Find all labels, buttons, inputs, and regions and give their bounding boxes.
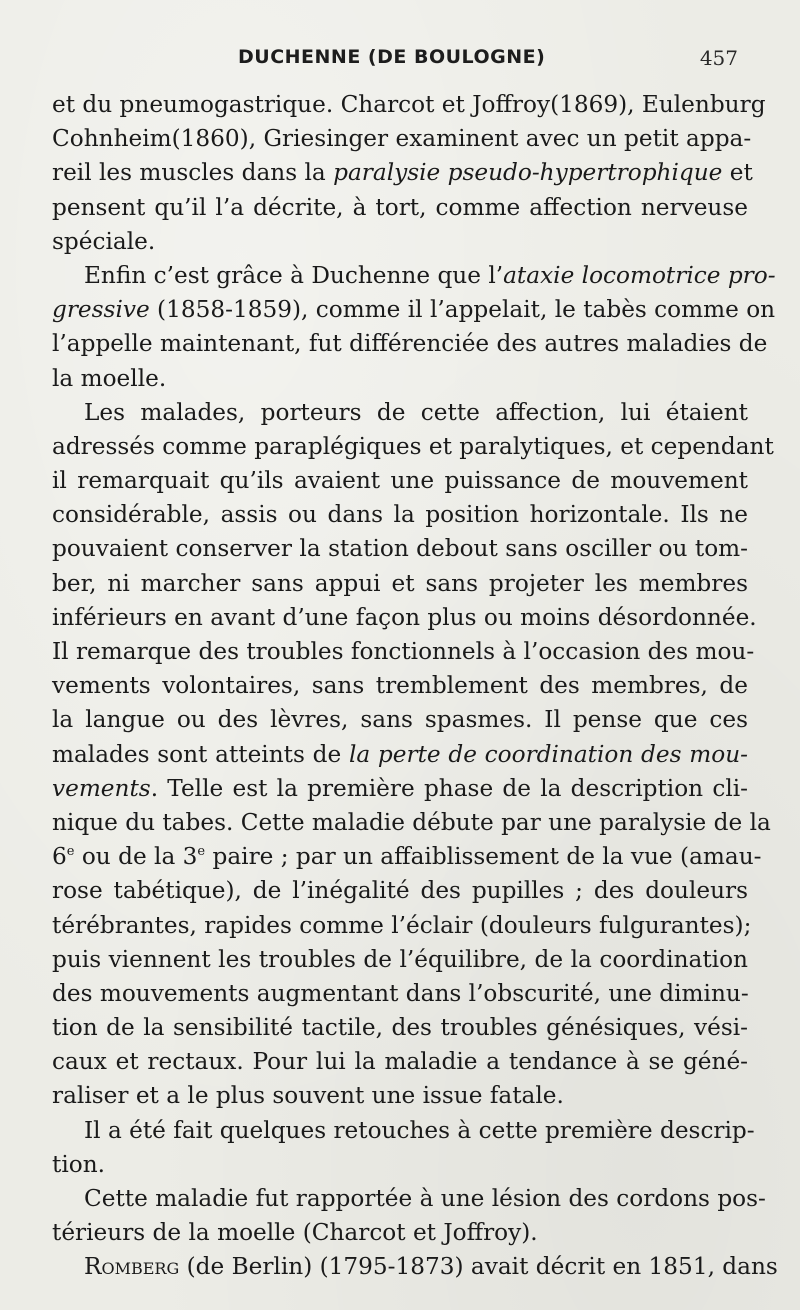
text-line: inférieurs en avant d’une façon plus ou moins désordonnée.: [52, 603, 757, 631]
text-line: adressés comme paraplégiques et paralytiques, et cependant: [52, 432, 774, 460]
text-line: la moelle.: [52, 364, 167, 392]
text-line: [52, 840, 762, 874]
text-line: [52, 293, 776, 327]
text-line: Il remarque des troubles fonctionnels à l’occasion des mou-: [52, 638, 755, 665]
running-head: [0, 40, 800, 76]
italic-term: la perte de coordination des mou-: [348, 740, 748, 768]
text-run: paire ; par un affaiblissement de la vue (amau-: [205, 843, 762, 871]
text-line: pensent qu’il l’a décrite, à tort, comme affection nerveuse: [52, 193, 748, 221]
text-run: ou de la 3: [74, 843, 198, 871]
superscript: e: [66, 844, 75, 860]
text-run: et: [722, 159, 753, 187]
text-line: rose tabétique), de l’inégalité des pupilles ; des douleurs: [52, 877, 748, 905]
text-line: Cette maladie fut rapportée à une lésion des cordons pos-: [84, 1185, 766, 1212]
text-run: Enfin c’est grâce à Duchenne que l’: [84, 261, 504, 289]
italic-term: paralysie pseudo-hypertrophique: [333, 159, 723, 187]
text-line: Cohnheim(1860), Griesinger examinent avec un petit appa-: [52, 125, 752, 153]
text-line: vements volontaires, sans tremblement des membres, de: [52, 672, 748, 700]
text-line: la langue ou des lèvres, sans spasmes. Il pense que ces: [52, 706, 748, 734]
text-line: nique du tabes. Cette maladie débute par une paralysie de la: [52, 808, 771, 836]
text-line: raliser et a le plus souvent une issue fatale.: [52, 1082, 564, 1110]
text-line: térébrantes, rapides comme l’éclair (douleurs fulgurantes);: [52, 911, 752, 939]
text-run: malades sont atteints de: [52, 740, 349, 768]
text-line: caux et rectaux. Pour lui la maladie a tendance à se géné-: [52, 1048, 748, 1076]
text-line: des mouvements augmentant dans l’obscurité, une diminu-: [52, 979, 749, 1007]
page-number: 457: [699, 46, 738, 70]
running-title: DUCHENNE (DE BOULOGNE): [238, 46, 546, 68]
text-line: [52, 259, 776, 293]
text-line: considérable, assis ou dans la position horizontale. Ils ne: [52, 501, 748, 529]
superscript: e: [197, 844, 206, 860]
text-line: il remarquait qu’ils avaient une puissance de mouvement: [52, 467, 748, 495]
text-line: tion de la sensibilité tactile, des troubles génésiques, vési-: [52, 1014, 748, 1042]
text-line: et du pneumogastrique. Charcot et Joffroy(1869), Eulenburg: [52, 91, 766, 118]
text-run: reil les muscles dans la: [52, 159, 334, 187]
text-line: [52, 738, 748, 772]
text-line: térieurs de la moelle (Charcot et Joffroy).: [52, 1219, 538, 1247]
text-line: l’appelle maintenant, fut différenciée des autres maladies de: [52, 330, 768, 358]
text-line: [52, 1250, 778, 1284]
author-name: Romberg: [84, 1253, 180, 1281]
text-line: ber, ni marcher sans appui et sans projeter les membres: [52, 569, 748, 597]
text-line: tion.: [52, 1150, 105, 1178]
text-line: [52, 772, 748, 806]
italic-term: ataxie locomotrice pro-: [503, 261, 776, 289]
text-run: (de Berlin) (1795-1873) avait décrit en 1851, dans: [179, 1253, 778, 1281]
body-text: [52, 88, 778, 1285]
text-line: puis viennent les troubles de l’équilibre, de la coordination: [52, 945, 748, 973]
text-line: [52, 156, 753, 190]
text-line: Il a été fait quelques retouches à cette première descrip-: [84, 1116, 755, 1144]
text-run: (1858-1859), comme il l’appelait, le tabès comme on: [149, 296, 776, 324]
text-line: spéciale.: [52, 227, 156, 255]
italic-term: vements: [52, 774, 151, 802]
italic-term: gressive: [52, 296, 150, 324]
text-run: 6: [52, 843, 67, 871]
text-line: Les malades, porteurs de cette affection, lui étaient: [84, 398, 748, 426]
text-run: . Telle est la première phase de la description cli-: [150, 774, 748, 802]
text-line: pouvaient conserver la station debout sans osciller ou tom-: [52, 535, 748, 563]
